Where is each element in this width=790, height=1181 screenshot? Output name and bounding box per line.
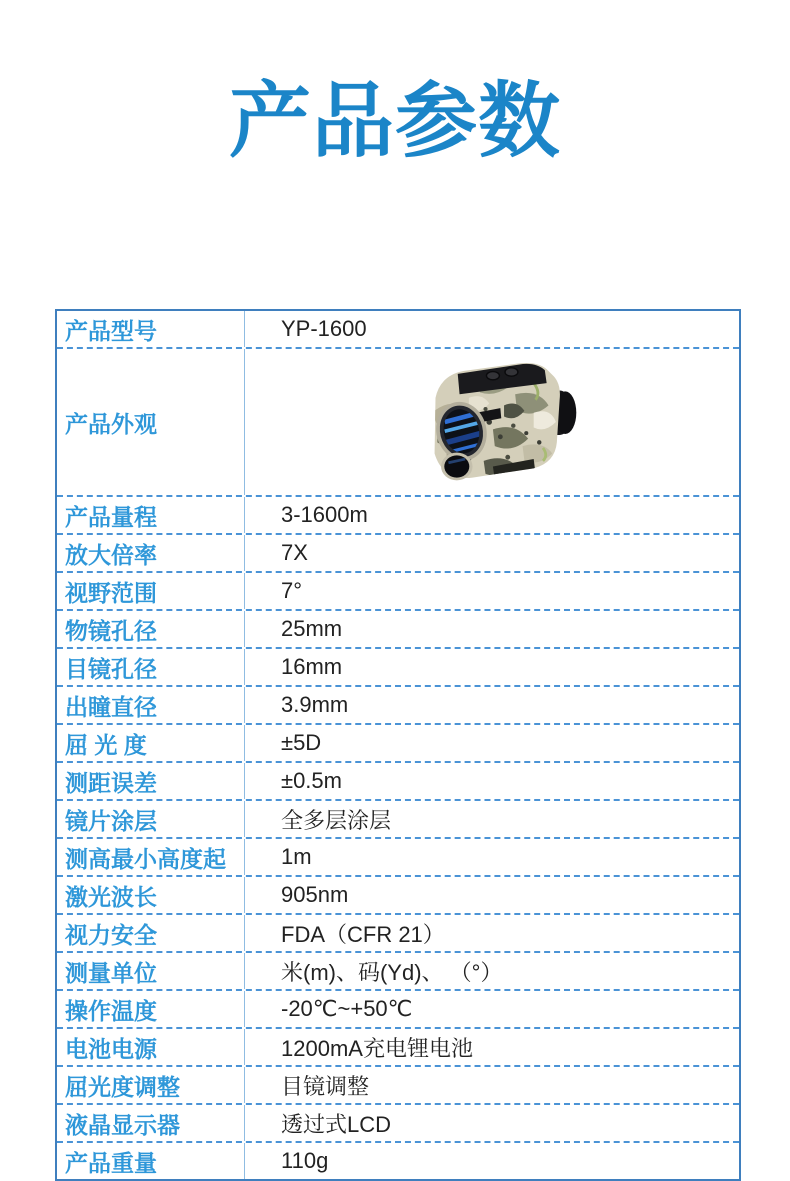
table-row [57, 1065, 739, 1103]
spec-value: 透过式LCD [281, 1111, 392, 1137]
spec-label: 电池电源 [57, 1029, 245, 1065]
spec-label: 测高最小高度起 [57, 839, 245, 875]
page-title: 产品参数 [228, 73, 561, 169]
table-row [57, 875, 739, 913]
spec-value: FDA（CFR 21） [281, 921, 445, 947]
laser-lens [441, 453, 472, 481]
spec-label: 产品型号 [57, 311, 245, 347]
spec-label: 出瞳直径 [57, 687, 245, 723]
table-row [57, 1103, 739, 1141]
spec-value: ±5D [281, 730, 322, 755]
spec-label: 测量单位 [57, 953, 245, 989]
table-row [57, 799, 739, 837]
spec-value: 16mm [281, 654, 343, 679]
spec-label: 屈 光 度 [57, 725, 245, 761]
spec-value: -20℃~+50℃ [281, 996, 413, 1021]
table-row [57, 685, 739, 723]
spec-value: 905nm [281, 882, 349, 907]
table-row [57, 1027, 739, 1065]
table-row [57, 495, 739, 533]
table-row [57, 347, 739, 495]
spec-label: 激光波长 [57, 877, 245, 913]
spec-value: 全多层涂层 [281, 807, 392, 833]
spec-label: 视野范围 [57, 573, 245, 609]
spec-label: 目镜孔径 [57, 649, 245, 685]
table-row [57, 1141, 739, 1179]
table-row [57, 989, 739, 1027]
spec-label: 视力安全 [57, 915, 245, 951]
spec-label: 产品外观 [57, 349, 245, 495]
table-row [57, 913, 739, 951]
table-row [57, 837, 739, 875]
spec-value: 3.9mm [281, 692, 349, 717]
spec-value: 1200mA充电锂电池 [281, 1035, 473, 1061]
spec-value: 目镜调整 [281, 1073, 370, 1099]
spec-label: 操作温度 [57, 991, 245, 1027]
table-row [57, 647, 739, 685]
spec-value: 1m [281, 844, 312, 869]
spec-label: 物镜孔径 [57, 611, 245, 647]
spec-label: 产品量程 [57, 497, 245, 533]
spec-table [55, 309, 741, 1181]
spec-value: 25mm [281, 616, 343, 641]
spec-value: 7X [281, 540, 308, 565]
table-row [57, 761, 739, 799]
table-row [57, 571, 739, 609]
table-row [57, 723, 739, 761]
spec-value [245, 349, 739, 495]
spec-value: ±0.5m [281, 768, 342, 793]
spec-label: 液晶显示器 [57, 1105, 245, 1141]
spec-label: 产品重量 [57, 1143, 245, 1179]
rangefinder-product-image [404, 357, 580, 487]
spec-value: YP-1600 [281, 316, 367, 341]
table-row [57, 311, 739, 347]
spec-label: 屈光度调整 [57, 1067, 245, 1103]
spec-value: 3-1600m [281, 502, 368, 527]
table-row [57, 609, 739, 647]
spec-value: 7° [281, 578, 303, 603]
mode-button [505, 368, 518, 376]
spec-label: 测距误差 [57, 763, 245, 799]
table-row [57, 951, 739, 989]
spec-label: 放大倍率 [57, 535, 245, 571]
spec-value: 110g [281, 1148, 329, 1173]
table-row [57, 533, 739, 571]
power-button [486, 372, 499, 380]
spec-label: 镜片涂层 [57, 801, 245, 837]
spec-value: 米(m)、码(Yd)、 （°） [281, 959, 503, 985]
